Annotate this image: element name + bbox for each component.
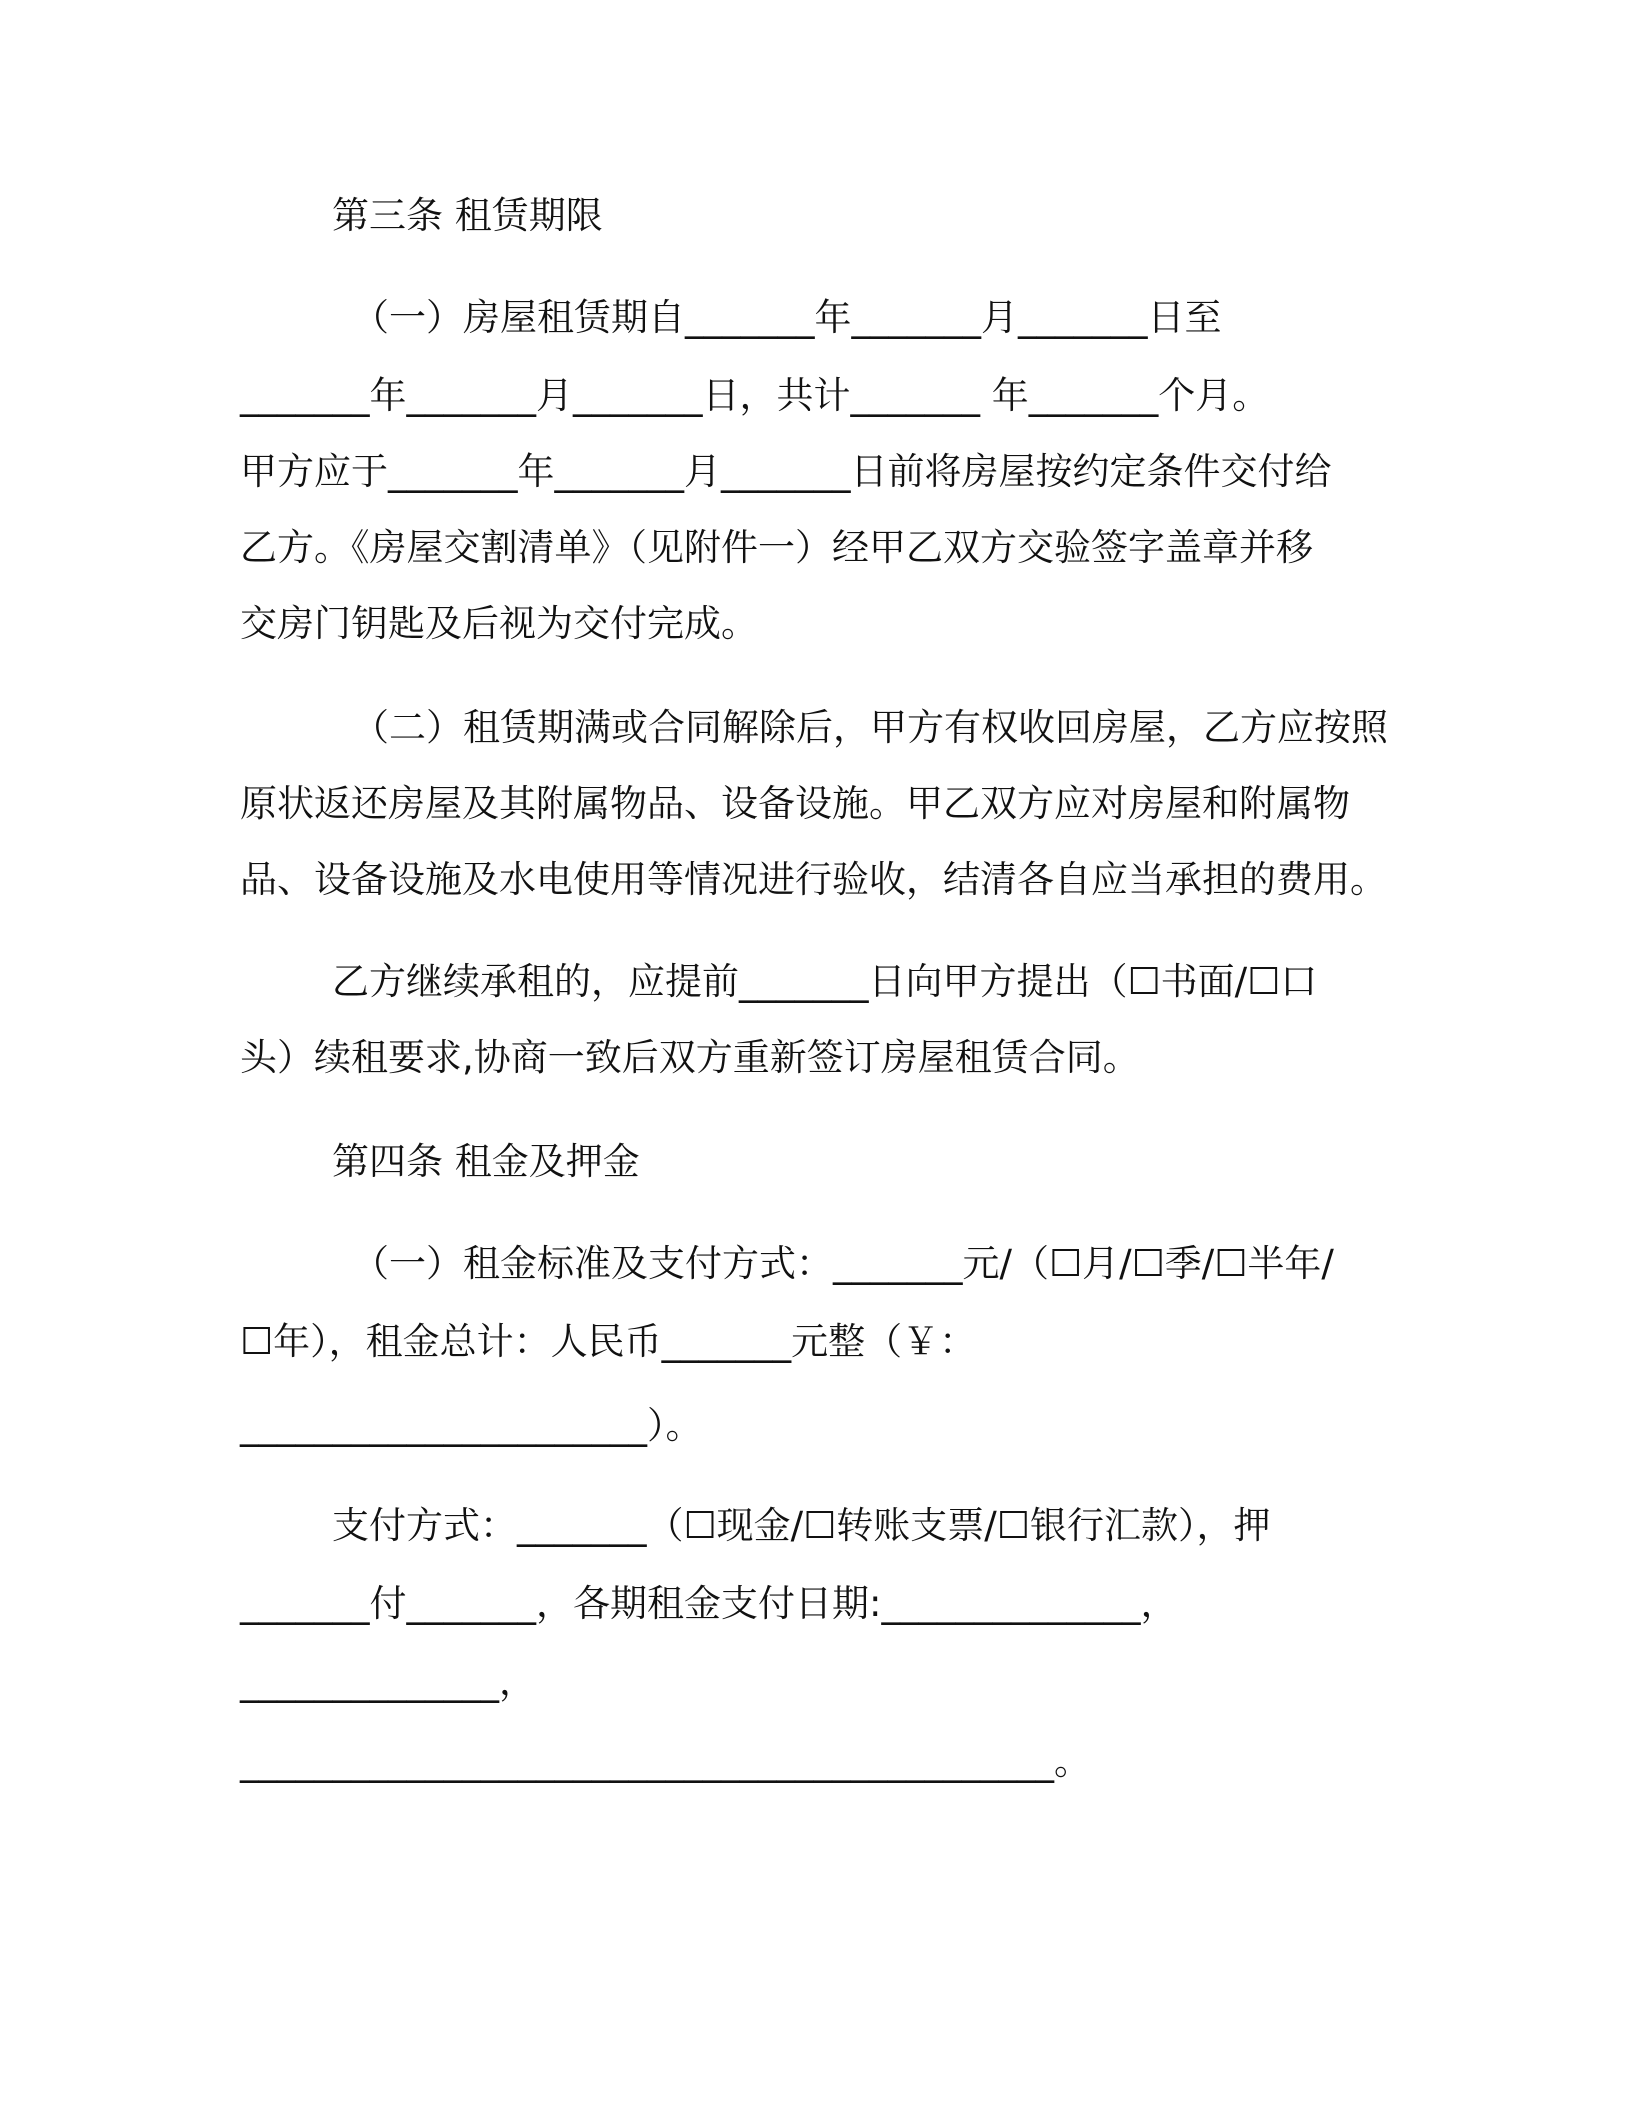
article-3-clause-1-line-3: 甲方应于_______年_______月_______日前将房屋按约定条件交付给 [240,450,1332,493]
payment-method-line-2: _______付_______，各期租金支付日期:______________， [240,1582,1178,1625]
article-3-clause-2-line-1: （二）租赁期满或合同解除后，甲方有权收回房屋，乙方应按照 [352,706,1388,749]
article-4-clause-1-line-3: ______________________）。 [240,1404,703,1447]
article-3-heading: 第三条 租赁期限 [332,194,603,237]
article-3-clause-1-line-1: （一）房屋租赁期自_______年_______月_______日至 [352,296,1222,339]
article-3-clause-1-line-4: 乙方。《房屋交割清单》（见附件一）经甲乙双方交验签字盖章并移 [240,526,1313,569]
article-4-heading: 第四条 租金及押金 [332,1140,640,1183]
renewal-paragraph-line-1: 乙方继续承租的，应提前_______日向甲方提出（☐书面/☐口 [332,960,1318,1003]
article-3-clause-2-line-3: 品、设备设施及水电使用等情况进行验收，结清各自应当承担的费用。 [240,858,1387,901]
payment-method-line-1: 支付方式：_______（☐现金/☐转账支票/☐银行汇款），押 [332,1504,1271,1547]
article-3-clause-1-line-5: 交房门钥匙及后视为交付完成。 [240,602,758,645]
renewal-paragraph-line-2: 头）续租要求,协商一致后双方重新签订房屋租赁合同。 [240,1036,1140,1079]
article-4-clause-1-line-2: ☐年），租金总计：人民币_______元整（￥： [240,1320,977,1363]
payment-method-line-3: ______________， [240,1660,536,1703]
article-3-clause-1-line-2: _______年_______月_______日，共计_______ 年_______个月。 [240,374,1270,417]
article-3-clause-2-line-2: 原状返还房屋及其附属物品、设备设施。甲乙双方应对房屋和附属物 [240,782,1350,825]
payment-method-line-4: ____________________________________________。 [240,1740,1091,1783]
article-4-clause-1-line-1: （一）租金标准及支付方式：_______元/（☐月/☐季/☐半年/ [352,1242,1334,1285]
